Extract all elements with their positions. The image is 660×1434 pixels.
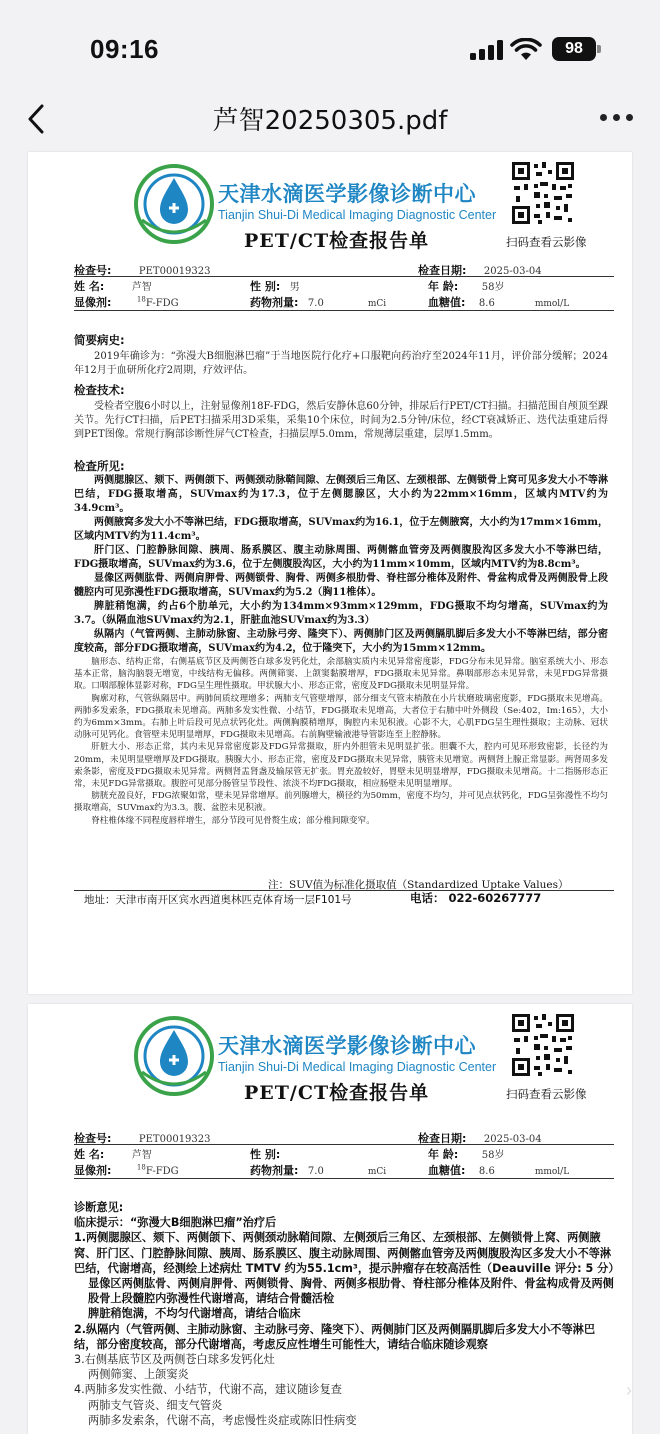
patient-sex-field-2: 性 别: (250, 1148, 281, 1161)
scroll-indicator[interactable]: › (626, 1380, 632, 1400)
org-name-cn: 天津水滴医学影像诊断中心 (218, 182, 476, 206)
diagnosis-item-4: 4.两肺多发实性微、小结节，代谢不高，建议随诊复查 (74, 1383, 342, 1397)
nav-bar (0, 90, 660, 150)
finding-bold-4: 显像区两侧肱骨、两侧肩胛骨、两侧锁骨、胸骨、两侧多根肋骨、脊柱部分椎体及附件、骨盆构成骨及两侧股骨上段髓腔内可见弥漫性FDG摄取增高，SUVmax约为5.2（胸11椎体）。 (74, 573, 608, 598)
tracer-field-2: 显像剂: $^{18}$F-FDG (74, 1163, 179, 1177)
report-title: PET/CT检查报告单 (244, 230, 430, 252)
exam-no-field: 检查号: PET00019323 (74, 264, 211, 277)
center-logo-icon-2 (128, 1012, 220, 1100)
finding-normal-3: 肝脏大小、形态正常，其内未见异常密度影及FDG异常摄取，肝内外胆管未见明显扩张。胆囊不大，腔内可见环形致密影，长径约为20mm，未见明显壁增厚及FDG摄取。胰腺大小、形态正常，密度及FDG摄取未见异常，胰管未见增宽。两侧肾上腺正常显影。两肾周多发索条影，密度及FDG摄取未见异常。两侧肾盂肾盏及输尿管无扩张。胃充盈较好，胃壁未见明显增厚，FDG摄取未见增高。十二指肠形态正常，未见FDG异常摄取。腹腔可见部分肠管呈节段性、浓淡不均FDG摄取，相应肠壁未见明显增厚。 (74, 742, 608, 790)
qr-code-icon-2[interactable] (510, 1012, 576, 1078)
header-divider (74, 276, 614, 277)
header-divider-bottom (74, 310, 614, 311)
patient-name-field-2: 姓 名: 芦智 (74, 1148, 152, 1161)
exam-date-field: 检查日期: 2025-03-04 (418, 264, 542, 277)
diagnosis-item-4c: 两肺多发索条，代谢不高，考虑慢性炎症或陈旧性病变 (88, 1413, 357, 1427)
exam-date-field-2: 检查日期: 2025-03-04 (418, 1132, 542, 1145)
status-bar (0, 0, 660, 90)
glucose-field-2: 血糖值: 8.6 mmol/L (428, 1164, 570, 1177)
footer-address: 地址：天津市南开区宾水西道奥林匹克体育场一层F101号 (84, 894, 352, 906)
diagnosis-item-1: 1.两侧腮腺区、颏下、两侧颌下、两侧颈动脉鞘间隙、左侧颈后三角区、左颈根部、左侧锁骨上窝、两侧腋窝、肝门区、门腔静脉间隙、胰周、肠系膜区、腹主动脉周围、两侧髂血管旁及两侧腹股沟区多发大小不等淋巴结，代谢增高，经测绘上述病灶 TMTV 约为55.1cm³，提示肿瘤存在较高活性（Deauville 评分: 5 分） (74, 1231, 620, 1275)
footer-phone: 电话： 022-60267777 (410, 891, 542, 905)
history-text: 2019年确诊为：“弥漫大B细胞淋巴瘤”于当地医院行化疗+口服靶向药治疗至2024年11月，评价部分缓解；2024年12月于血研所化疗2周期，疗效评估。 (74, 351, 608, 376)
diagnosis-item-1b: 显像区两侧肱骨、两侧肩胛骨、两侧锁骨、胸骨、两侧多根肋骨、脊柱部分椎体及附件、骨盆构成骨及两侧股骨上段髓腔内弥漫性代谢增高，请结合骨髓活检 (88, 1277, 614, 1306)
dose-field-2: 药物剂量: 7.0 mCi (250, 1164, 387, 1177)
qr-caption: 扫码查看云影像 (506, 235, 587, 249)
qr-code-icon[interactable] (510, 160, 576, 226)
finding-bold-3: 肝门区、门腔静脉间隙、胰周、肠系膜区、腹主动脉周围、两侧髂血管旁及两侧腹股沟区多发大小不等淋巴结，FDG摄取增高，SUVmax约为3.6，位于左侧腹股沟区，大小约为11mm×10mm，区域内MTV约为8.8cm³。 (74, 545, 608, 570)
pdf-page-2[interactable] (28, 1004, 632, 1434)
tracer-field: 显像剂: $^{18}$F-FDG (74, 295, 179, 309)
report-title-2: PET/CT检查报告单 (244, 1082, 430, 1104)
dose-field: 药物剂量: 7.0 mCi (250, 296, 387, 309)
diagnosis-item-3: 3.右侧基底节区及两侧苍白球多发钙化灶 (74, 1353, 275, 1367)
finding-bold-1: 两侧腮腺区、颏下、两侧颌下、两侧颈动脉鞘间隙、左侧颈后三角区、左颈根部、左侧锁骨上窝可见多发大小不等淋巴结，FDG摄取增高，SUVmax约为17.3，位于左侧腮腺区，大小约为22mm×16mm，区域内MTV约为34.9cm³。 (74, 475, 608, 514)
header-divider-2 (74, 1144, 614, 1145)
patient-sex-field: 性 别: 男 (250, 280, 300, 293)
diagnosis-block (28, 1200, 632, 1428)
finding-bold-5: 脾脏稍饱满，约占6个肋单元，大小约为134mm×93mm×129mm，FDG摄取不均匀增高，SUVmax约为3.7。（纵隔血池SUVmax约为2.1，肝脏血池SUVmax约为3.3） (74, 601, 608, 626)
diagnosis-title: 诊断意见: (74, 1201, 124, 1214)
clinical-hint: 临床提示：“弥漫大B细胞淋巴瘤”治疗后 (74, 1216, 277, 1230)
history-title: 简要病史: (74, 333, 125, 347)
finding-normal-2: 胸廓对称，气管纵隔居中。两肺间质纹理增多；两肺支气管壁增厚，部分细支气管末梢散在小片状磨玻璃密度影，FDG摄取未见增高。两肺多发索条，FDG摄取未见增高。两肺多发实性微、小结节，FDG摄取未见增高，大者位于右肺中叶外侧段（Se:402，Im:165），大小约为6mm×3mm。右肺上叶后段可见点状钙化灶。两侧胸膜稍增厚，胸腔内未见积液。心影不大，心肌FDG呈生理性摄取；主动脉、冠状动脉可见钙化。食管壁未见明显增厚，FDG摄取未见增高。右前胸壁输液港导管影连至上腔静脉。 (74, 693, 608, 741)
finding-bold-2: 两侧腋窝多发大小不等淋巴结，FDG摄取增高，SUVmax约为16.1，位于左侧腋窝，大小约为17mm×16mm，区域内MTV约为11.4cm³。 (74, 517, 608, 542)
diagnosis-item-2: 2.纵隔内（气管两侧、主肺动脉窗、主动脉弓旁、隆突下）、两侧肺门区及两侧膈肌脚后多发大小不等淋巴结，部分密度较高，部分代谢增高，考虑反应性增生可能性大，请结合临床随诊观察 (74, 1322, 596, 1351)
cellular-signal-icon (470, 40, 504, 60)
finding-bold-6: 纵隔内（气管两侧、主肺动脉窗、主动脉弓旁、隆突下）、两侧肺门区及两侧膈肌脚后多发大小不等淋巴结，部分密度较高，部分FDG摄取增高，SUVmax约为4.2，位于隆突下，大小约为15mm×12mm。 (74, 629, 608, 654)
document-title: 芦智20250305.pdf (212, 106, 448, 136)
battery-tip (597, 45, 601, 53)
wifi-icon (510, 38, 542, 62)
pdf-page-1[interactable] (28, 152, 632, 994)
more-options-icon[interactable] (600, 114, 634, 124)
findings-block (28, 474, 632, 827)
findings-title: 检查所见: (74, 459, 125, 473)
diagnosis-item-3b: 两侧筛窦、上颌窦炎 (88, 1368, 189, 1382)
org-name-en-2: Tianjin Shui-Di Medical Imaging Diagnostic Center (218, 1060, 497, 1074)
technique-title: 检查技术: (74, 383, 125, 397)
status-time: 09:16 (90, 34, 159, 64)
suv-note: 注：SUV值为标准化摄取值（Standardized Uptake Values） (268, 879, 569, 891)
header-divider-bottom-2 (74, 1178, 614, 1179)
finding-normal-4: 膀胱充盈良好，FDG浓聚如常，壁未见异常增厚。前列腺增大，横径约为50mm，密度不均匀，并可见点状钙化，FDG呈弥漫性不均匀摄取增高，SUVmax约为3.3。腹、盆腔未见积液。 (74, 791, 608, 814)
finding-normal-5: 脊柱椎体缘不同程度唇样增生，部分节段可见骨赘生成；部分椎间隙变窄。 (91, 815, 375, 826)
org-name-cn-2: 天津水滴医学影像诊断中心 (218, 1034, 476, 1058)
qr-caption-2: 扫码查看云影像 (506, 1087, 587, 1101)
finding-normal-1: 脑形态、结构正常，右侧基底节区及两侧苍白球多发钙化灶，余部脑实质内未见异常密度影，FDG分布未见异常。脑室系统大小、形态基本正常，脑沟脑裂无增宽，中线结构无偏移。两侧筛窦、上颌窦黏膜增厚，FDG摄取未见异常。鼻咽部形态未见异常，未见FDG异常摄取。口咽部腺体显影对称，FDG呈生理性摄取。甲状腺大小、形态正常，密度及FDG摄取未见明显异常。 (74, 657, 608, 692)
diagnosis-item-1c: 脾脏稍饱满，不均匀代谢增高，请结合临床 (88, 1307, 301, 1321)
center-logo-icon (128, 160, 220, 248)
diagnosis-item-4b: 两肺支气管炎、细支气管炎 (88, 1398, 223, 1412)
battery-indicator: 98 (552, 37, 596, 61)
patient-age-field-2: 年 龄: 58岁 (428, 1148, 505, 1161)
exam-no-field-2: 检查号: PET00019323 (74, 1132, 211, 1145)
patient-name-field: 姓 名: 芦智 (74, 280, 152, 293)
patient-age-field: 年 龄: 58岁 (428, 280, 505, 293)
org-name-en: Tianjin Shui-Di Medical Imaging Diagnostic Center (218, 208, 497, 222)
glucose-field: 血糖值: 8.6 mmol/L (428, 296, 570, 309)
technique-text: 受检者空腹6小时以上，注射显像剂18F-FDG，然后安静休息60分钟，排尿后行PET/CT扫描。扫描范围自颅顶至踝关节。先行CT扫描，后PET扫描采用3D采集，采集10个床位，时间为2.5分钟/床位，经CT衰减矫正、迭代法重建后得到PET图像。常规行胸部诊断性屏气CT检查，扫描层厚5.0mm，常规薄层重建，层厚1.5mm。 (74, 401, 608, 440)
